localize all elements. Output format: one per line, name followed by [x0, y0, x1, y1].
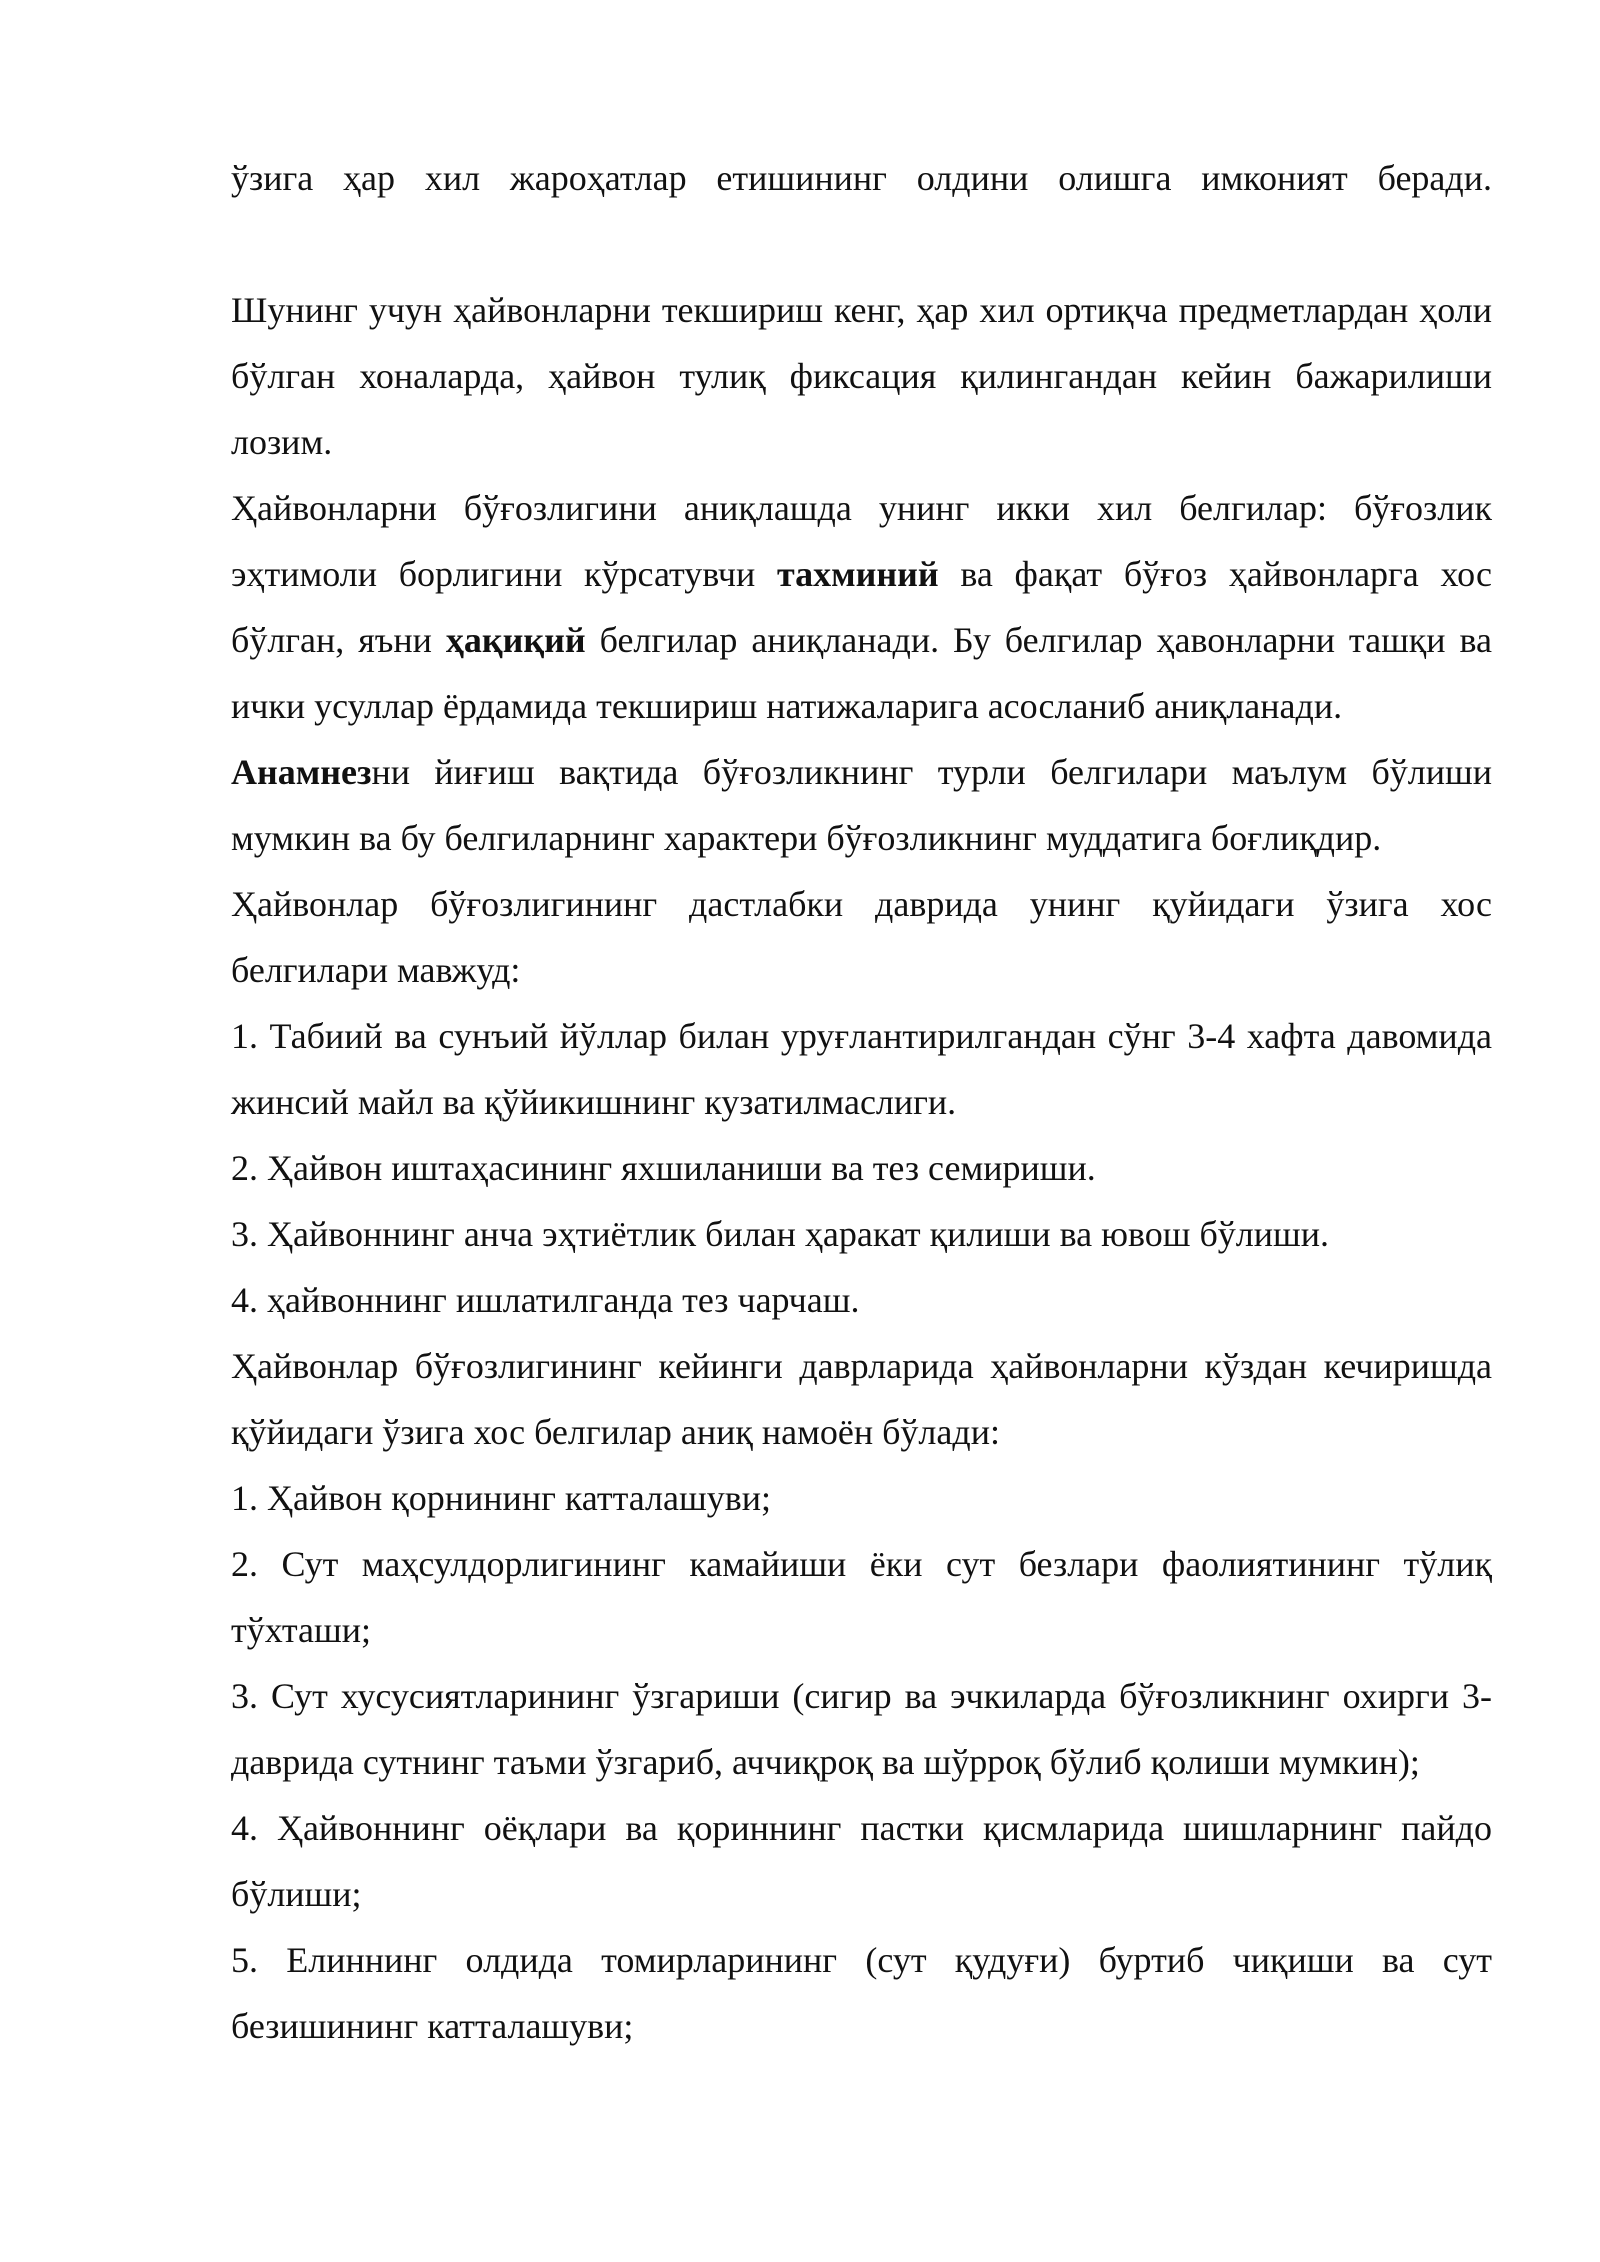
text-segment: ни йиғиш вақтида бўғозликнинг турли белгилари маълум бўлиши мумкин ва бу белгиларнинг характери бўғозликнинг муддатига боғлиқдир.: [231, 752, 1492, 858]
text-segment: белгилар аниқланади. Бу белгилар ҳавонларни ташқи ва ички усуллар ёрдамида текшириш натижаларига асосланиб аниқланади.: [231, 620, 1493, 726]
paragraph-continuation-line: ўзига ҳар хил жароҳатлар етишининг олдини олишга имконият беради.: [231, 158, 1492, 198]
text-segment: Ҳайвонларни бўғозлигини аниқлашда унинг икки хил белгилар: бўғозлик эҳтимоли борлигини кўрсатувчи: [231, 488, 1492, 594]
paragraph-late-signs-intro: Ҳайвонлар бўғозлигининг кейинги даврларида ҳайвонларни кўздан кечиришда қўйидаги ўзига хос белгилар аниқ намоён бўлади:: [231, 1346, 1492, 1452]
list-item-late-5: 5. Елиннинг олдида томирларининг (сут қудуғи) буртиб чиқиши ва сут безишининг катталашуви;: [231, 1940, 1492, 2046]
bold-term-presumptive: тахминий: [776, 554, 939, 594]
document-page: [231, 145, 1492, 2059]
list-item-early-2: 2. Ҳайвон иштаҳасининг яхшиланиши ва тез семириши.: [231, 1148, 1096, 1188]
paragraph-early-signs-intro: Ҳайвонлар бўғозлигининг дастлабки даврида унинг қуйидаги ўзига хос белгилари мавжуд:: [231, 884, 1492, 990]
list-item-late-4: 4. Ҳайвоннинг оёқлари ва қориннинг пастки қисмларида шишларнинг пайдо бўлиши;: [231, 1808, 1492, 1914]
text-segment: ва фақат бўғоз ҳайвонларга хос бўлган, яъни: [231, 554, 1493, 660]
paragraph-anamnesis: [231, 739, 1492, 871]
list-item-late-3: 3. Сут хусусиятларининг ўзгариши (сигир ва эчкиларда бўғозликнинг охирги 3- даврида сутнинг таъми ўзгариб, аччиқроқ ва шўрроқ бўлиб қолиши мумкин);: [231, 1676, 1492, 1782]
paragraph-examination-conditions: Шунинг учун ҳайвонларни текшириш кенг, ҳар хил ортиқча предметлардан ҳоли бўлган хоналарда, ҳайвон тулиқ фиксация қилингандан кейин бажарилиши лозим.: [231, 290, 1492, 462]
list-item-early-1: 1. Табиий ва сунъий йўллар билан уруғлантирилгандан сўнг 3-4 хафта давомида жинсий майл ва қўйикишнинг кузатилмаслиги.: [231, 1016, 1492, 1122]
list-item-early-3: 3. Ҳайвоннинг анча эҳтиётлик билан ҳаракат қилиши ва ювош бўлиши.: [231, 1214, 1329, 1254]
bold-term-true: ҳақиқий: [445, 620, 586, 660]
paragraph-pregnancy-signs-intro: [231, 475, 1492, 739]
list-item-late-2: 2. Сут маҳсулдорлигининг камайиши ёки сут безлари фаолиятининг тўлиқ тўхташи;: [231, 1544, 1492, 1650]
bold-term-anamnesis: Анамнез: [231, 752, 372, 792]
list-item-late-1: 1. Ҳайвон қорнининг катталашуви;: [231, 1478, 771, 1518]
list-item-early-4: 4. ҳайвоннинг ишлатилганда тез чарчаш.: [231, 1280, 860, 1320]
